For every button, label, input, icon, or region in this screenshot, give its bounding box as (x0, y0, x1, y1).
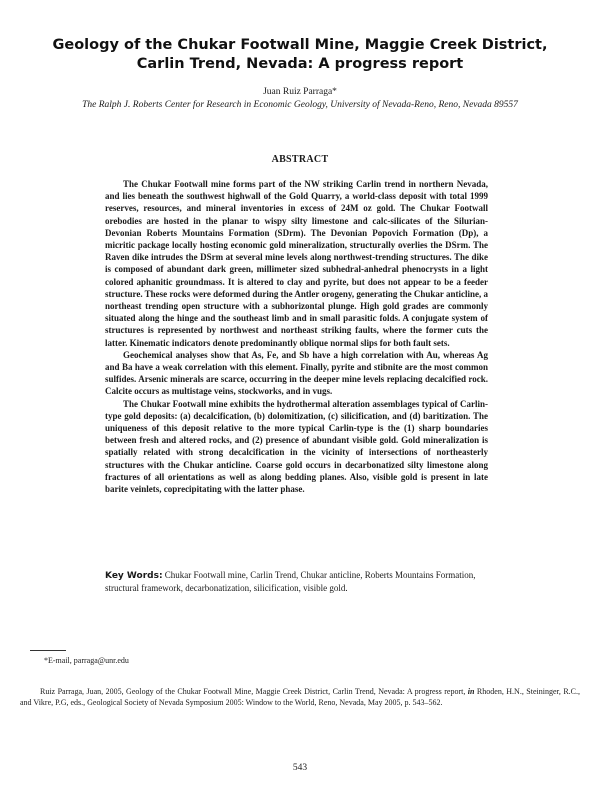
footnote-email: *E-mail, parraga@unr.edu (44, 656, 129, 665)
keywords (105, 569, 488, 594)
abstract-paragraph-3: The Chukar Footwall mine exhibits the hydrothermal alteration assemblages typical of Carlin-type gold deposits: (a) decalcification, (b) dolomitization, (c) silicification, and (d) baritization. The uniqueness of this deposit relative to the more typical Carlin-type is the (1) sharp boundaries between fresh and altered rocks, and (2) presence of abundant visible gold. Gold mineralization is spatially related with strong decalcification in the vicinity of intersections of northeasterly structures with the Chukar anticline. Coarse gold occurs in decarbonatized silty limestone along fractures of all orientations as well as along bedding planes. Also, visible gold is present in late barite veinlets, coprecipitating with the latter phase. (105, 398, 488, 495)
abstract-paragraph-2: Geochemical analyses show that As, Fe, and Sb have a high correlation with Au, whereas Ag and Ba have a weak correlation with this element. Finally, pyrite and stibnite are the most common sulfides. Arsenic minerals are scarce, occurring in the deeper mine levels replacing decalcified rock. Calcite occurs as multistage veins, stockworks, and in vugs. (105, 349, 488, 397)
paper-title (40, 36, 560, 74)
abstract-paragraph-1: The Chukar Footwall mine forms part of the NW striking Carlin trend in northern Nevada, and lies beneath the southwest highwall of the Gold Quarry, a world-class deposit with total 1999 reserves, resources, and mineral inventories in excess of 24M oz gold. The Chukar Footwall orebodies are hosted in the planar to wispy silty limestone and calc-silicates of the Silurian-Devonian Roberts Mountains Formation (SDrm). The Devonian Popovich Formation (Dp), a micritic package locally hosting economic gold mineralization, structurally overlies the DSrm. The Raven dike intrudes the DSrm at several mine levels along northwest-trending structures. The dike is composed of abundant dark green, millimeter sized subhedral-anhedral phenocrysts in a light colored aphanitic groundmass. It is altered to clay and pyrite, but does not appear to be a feeder structure. These rocks were deformed during the Antler orogeny, generating the Chukar anticline, a northeast trending open structure with a subhorizontal plunge. High gold grades are commonly situated along the hinge and the southeast limb and in small parasitic folds. A conjugate system of structures is represented by northwest and northeast striking faults, where the former cuts the latter. Kinematic indicators denote predominantly oblique normal slips for both fault sets. (105, 179, 488, 348)
citation-text-before: Ruiz Parraga, Juan, 2005, Geology of the Chukar Footwall Mine, Maggie Creek District, Carlin Trend, Nevada: A progress report, (40, 687, 468, 696)
citation-italic: in (467, 687, 475, 696)
citation (20, 686, 580, 708)
abstract-body (105, 178, 488, 495)
author-name: Juan Ruiz Parraga* (263, 87, 337, 97)
title-line-1: Geology of the Chukar Footwall Mine, Maggie Creek District, (52, 37, 548, 53)
title-line-2: Carlin Trend, Nevada: A progress report (136, 56, 464, 72)
citation-text-after: Rhoden, H.N., Steininger, R.C., and Vikre, P.G, eds., Geological Society of Nevada Symposium 2005: Window to the World, Reno, Nevada, May 2005, p. 543–562. (20, 687, 580, 707)
author-affiliation: The Ralph J. Roberts Center for Research in Economic Geology, University of Nevada-Reno, Reno, Nevada 89557 (82, 100, 518, 110)
keywords-text: Chukar Footwall mine, Carlin Trend, Chukar anticline, Roberts Mountains Formation, structural framework, decarbonatization, silicification, visible gold. (105, 570, 476, 594)
footnote-rule (30, 650, 66, 651)
keywords-label: Key Words: (105, 571, 163, 581)
page-number: 543 (292, 763, 308, 773)
abstract-heading: ABSTRACT (271, 154, 329, 165)
